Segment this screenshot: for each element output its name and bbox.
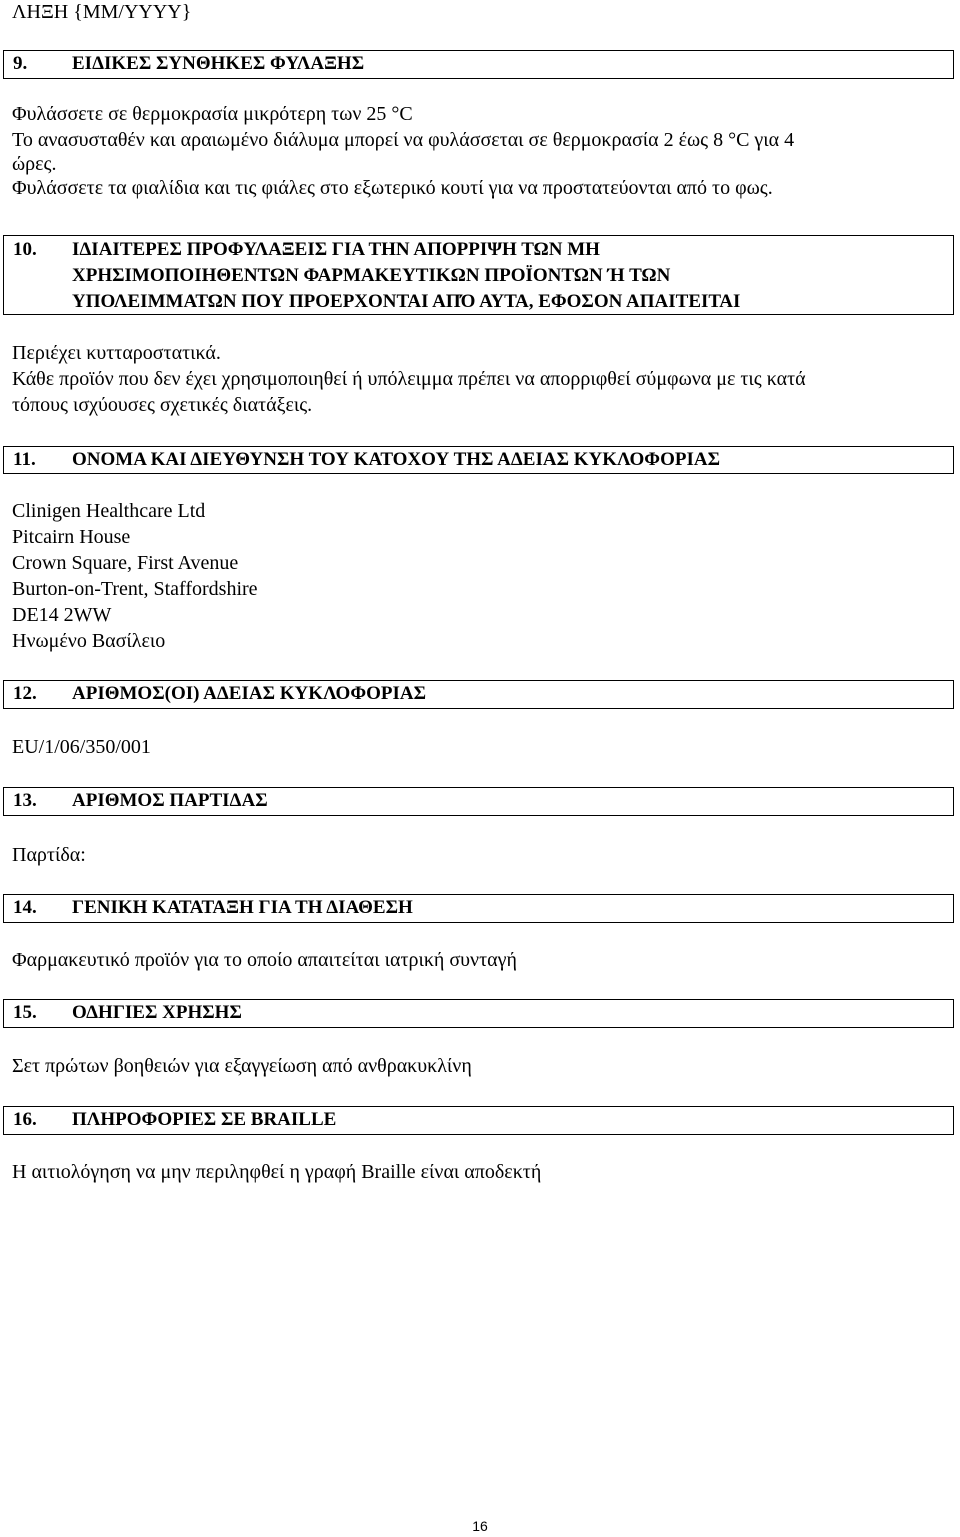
section-number: 10. <box>13 239 37 260</box>
address-line: Clinigen Healthcare Ltd <box>12 500 206 522</box>
section-number: 16. <box>13 1109 37 1130</box>
section-10-body <box>12 340 948 418</box>
section-title: ΑΡΙΘΜΟΣ(ΟΙ) ΑΔΕΙΑΣ ΚΥΚΛΟΦΟΡΙΑΣ <box>72 683 427 704</box>
address-line: DE14 2WW <box>12 604 112 626</box>
section-title: ΓΕΝΙΚΗ ΚΑΤΑΤΑΞΗ ΓΙΑ ΤΗ ΔΙΑΘΕΣΗ <box>72 897 413 918</box>
address-line: Pitcairn House <box>12 526 131 548</box>
section-number: 13. <box>13 790 37 811</box>
body-line: Κάθε προϊόν που δεν έχει χρησιμοποιηθεί ή υπόλειμμα πρέπει να απορριφθεί σύμφωνα με τις κατά <box>12 368 806 390</box>
section-title: ΟΝΟΜΑ ΚΑΙ ΔΙΕΥΘΥΝΣΗ ΤΟΥ ΚΑΤΟΧΟΥ ΤΗΣ ΑΔΕΙΑΣ ΚΥΚΛΟΦΟΡΙΑΣ <box>72 449 720 470</box>
section-9-heading <box>3 50 954 79</box>
section-number: 12. <box>13 683 37 704</box>
page-number: 16 <box>472 1518 488 1534</box>
body-line: τόπους ισχύουσες σχετικές διατάξεις. <box>12 394 313 416</box>
section-12-body <box>12 734 948 760</box>
section-12-heading <box>3 680 954 709</box>
title-line: ΙΔΙΑΙΤΕΡΕΣ ΠΡΟΦΥΛΑΞΕΙΣ ΓΙΑ ΤΗΝ ΑΠΟΡΡΙΨΗ ΤΩΝ ΜΗ <box>72 239 600 260</box>
section-11-heading <box>3 446 954 474</box>
section-16-body <box>12 1159 948 1185</box>
section-13-heading <box>3 787 954 816</box>
body-line: Το ανασυσταθέν και αραιωμένο διάλυμα μπορεί να φυλάσσεται σε θερμοκρασία 2 έως 8 °C για 4 <box>12 129 795 151</box>
address-line: Crown Square, First Avenue <box>12 552 239 574</box>
section-title: ΠΛΗΡΟΦΟΡΙΕΣ ΣΕ BRAILLE <box>72 1109 337 1130</box>
body-line: Φαρμακευτικό προϊόν για το οποίο απαιτείται ιατρική συνταγή <box>12 949 517 971</box>
address-line: Ηνωμένο Βασίλειο <box>12 630 166 652</box>
section-number: 11. <box>13 449 36 470</box>
section-15-body <box>12 1053 948 1079</box>
address-line: Burton-on-Trent, Staffordshire <box>12 578 258 600</box>
section-number: 9. <box>13 53 28 74</box>
expiry-line: ΛΗΞΗ {MM/YYYY} <box>12 1 192 23</box>
section-14-body <box>12 947 948 973</box>
title-line: ΧΡΗΣΙΜΟΠΟΙΗΘΕΝΤΩΝ ΦΑΡΜΑΚΕΥΤΙΚΩΝ ΠΡΟΪΟΝΤΩΝ Ή ΤΩΝ <box>72 265 671 286</box>
section-10-heading <box>3 235 954 315</box>
section-title: ΑΡΙΘΜΟΣ ΠΑΡΤΙΔΑΣ <box>72 790 268 811</box>
section-16-heading <box>3 1106 954 1135</box>
section-11-body <box>12 498 948 654</box>
section-title: ΟΔΗΓΙΕΣ ΧΡΗΣΗΣ <box>72 1002 242 1023</box>
section-9-body <box>12 101 948 201</box>
body-line: EU/1/06/350/001 <box>12 736 151 758</box>
body-line: Σετ πρώτων βοηθειών για εξαγγείωση από ανθρακυκλίνη <box>12 1055 472 1077</box>
body-line: Παρτίδα: <box>12 844 86 866</box>
section-13-body <box>12 842 948 868</box>
section-number: 14. <box>13 897 37 918</box>
section-15-heading <box>3 999 954 1028</box>
body-line: Φυλάσσετε τα φιαλίδια και τις φιάλες στο εξωτερικό κουτί για να προστατεύονται από το φως. <box>12 177 773 199</box>
body-line: Περιέχει κυτταροστατικά. <box>12 342 221 364</box>
body-line: ώρες. <box>12 153 57 175</box>
section-title: ΕΙΔΙΚΕΣ ΣΥΝΘΗΚΕΣ ΦΥΛΑΞΗΣ <box>72 53 365 74</box>
section-number: 15. <box>13 1002 37 1023</box>
section-14-heading <box>3 894 954 923</box>
title-line: ΥΠΟΛΕΙΜΜΑΤΩΝ ΠΟΥ ΠΡΟΕΡΧΟΝΤΑΙ ΑΠΌ ΑΥΤΑ, ΕΦΟΣΟΝ ΑΠΑΙΤΕΙΤΑΙ <box>72 291 741 312</box>
body-line: Φυλάσσετε σε θερμοκρασία μικρότερη των 25 °C <box>12 103 413 125</box>
section-title <box>72 237 947 315</box>
body-line: Η αιτιολόγηση να μην περιληφθεί η γραφή Braille είναι αποδεκτή <box>12 1161 542 1183</box>
